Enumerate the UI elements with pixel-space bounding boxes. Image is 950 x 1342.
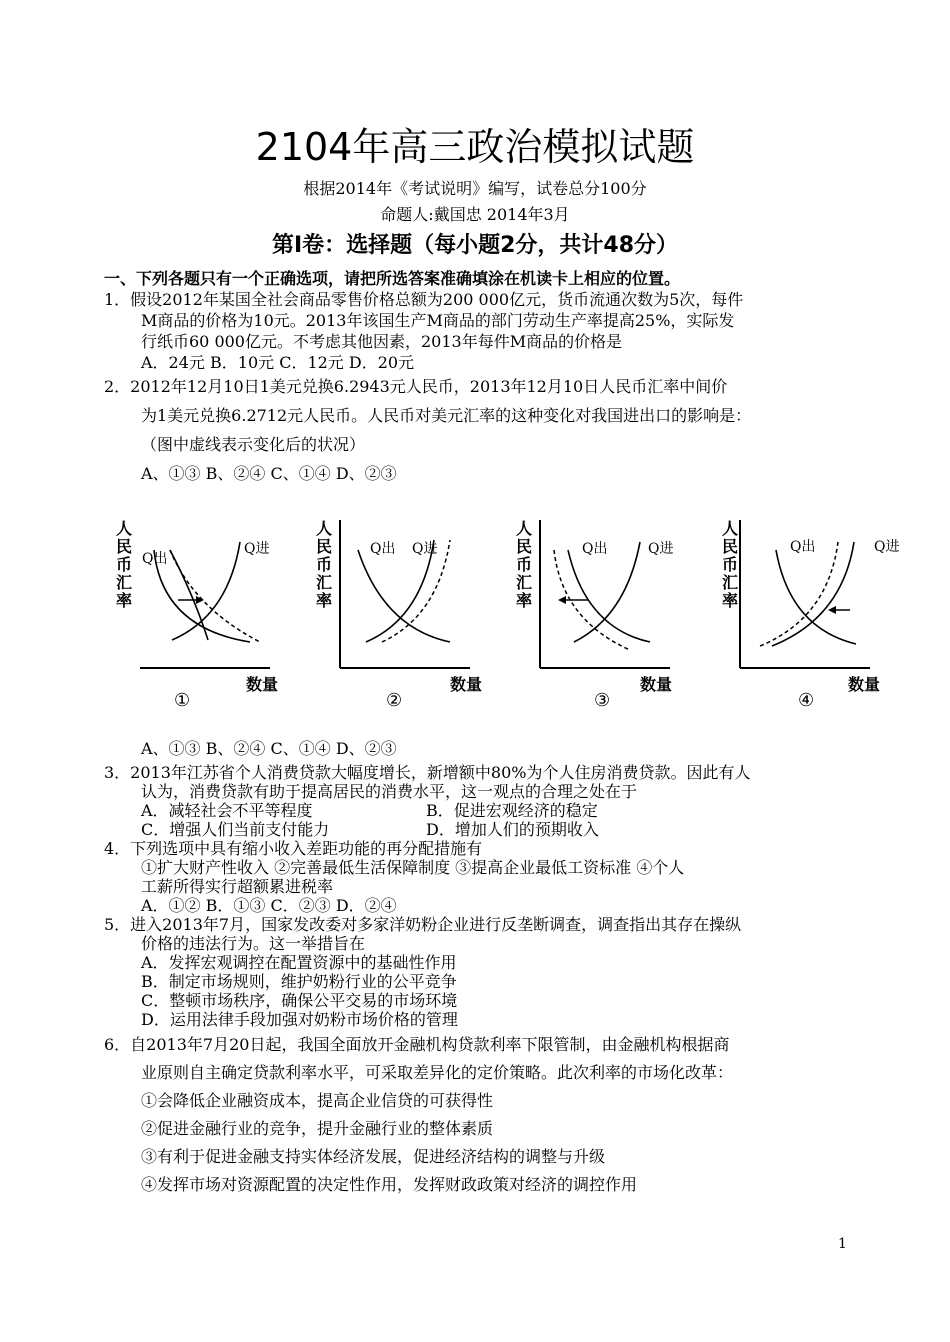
graph3-qout-label: Q出 [582, 541, 608, 557]
q3-option-b: B．促进宏观经济的稳定 [426, 801, 598, 820]
q3-option-a: A．减轻社会不平等程度 [141, 801, 313, 820]
q2-line2: 为1美元兑换6.2712元人民币。人民币对美元汇率的这种变化对我国进出口的影响是： [141, 406, 752, 425]
graph4-number: ④ [798, 690, 815, 711]
q5-option-b: B．制定市场规则，维护奶粉行业的公平竞争 [141, 972, 457, 991]
q1-line3: 行纸币60 000亿元。不考虑其他因素，2013年每件M商品的价格是 [141, 332, 623, 351]
graph3-qin-label: Q进 [648, 541, 674, 557]
graph2-ylabel: 人 民 币 汇 率 [316, 519, 333, 610]
graph4-qin-label: Q进 [874, 539, 900, 555]
graph3-ylabel: 人 民 币 汇 率 [516, 519, 533, 610]
q6-item2: ②促进金融行业的竞争，提升金融行业的整体素质 [141, 1119, 494, 1138]
graph2-qin-label: Q进 [412, 541, 438, 557]
graph1-qout-label: Q出 [142, 551, 168, 567]
graph2-xlabel: 数量 [450, 675, 483, 694]
graph-1 [110, 520, 310, 720]
graph2-number: ② [386, 690, 403, 711]
q6-line2: 业原则自主确定贷款利率水平，可采取差异化的定价策略。此次利率的市场化改革： [141, 1063, 734, 1082]
q1-line2: M商品的价格为10元。2013年该国生产M商品的部门劳动生产率提高25%，实际发 [141, 311, 735, 330]
graph3-xlabel: 数量 [640, 675, 673, 694]
graph1-number: ① [174, 690, 191, 711]
q5-option-c: C．整顿市场秩序，确保公平交易的市场环境 [141, 991, 458, 1010]
q5-option-d: D．运用法律手段加强对奶粉市场价格的管理 [141, 1010, 458, 1029]
graph1-ylabel: 人 民 币 汇 率 [116, 519, 133, 610]
q3-option-c: C．增强人们当前支付能力 [141, 820, 330, 839]
q2-line1: 2．2012年12月10日1美元兑换6.2943元人民币，2013年12月10日人民币汇率中间价 [104, 377, 728, 396]
q3-line1: 3．2013年江苏省个人消费贷款大幅度增长，新增额中80%为个人住房消费贷款。因此有人 [104, 763, 751, 782]
q3-option-d: D．增加人们的预期收入 [426, 820, 599, 839]
part-heading: 第Ⅰ卷：选择题（每小题2分，共计48分） [271, 233, 679, 258]
graph2-qout-label: Q出 [370, 541, 396, 557]
q6-line1: 6．自2013年7月20日起，我国全面放开金融机构贷款利率下限管制，由金融机构根据商 [104, 1035, 730, 1054]
q4-line2: ①扩大财产性收入 ②完善最低生活保障制度 ③提高企业最低工资标准 ④个人 [141, 858, 685, 877]
graph3-number: ③ [594, 690, 611, 711]
page-number: 1 [838, 1236, 847, 1252]
q4-line3: 工薪所得实行超额累进税率 [141, 877, 334, 896]
graph4-ylabel: 人 民 币 汇 率 [722, 519, 739, 610]
q5-line2: 价格的违法行为。这一举措旨在 [141, 934, 366, 953]
q3-line2: 认为，消费贷款有助于提高居民的消费水平，这一观点的合理之处在于 [141, 782, 638, 801]
graph4-xlabel: 数量 [848, 675, 881, 694]
graph1-qin-label: Q进 [244, 541, 270, 557]
q6-item3: ③有利于促进金融支持实体经济发展，促进经济结构的调整与升级 [141, 1147, 606, 1166]
section-instruction: 一、下列各题只有一个正确选项，请把所选答案准确填涂在机读卡上相应的位置。 [104, 269, 681, 288]
subtitle-exam-info: 根据2014年《考试说明》编写，试卷总分100分 [303, 179, 647, 198]
q6-item1: ①会降低企业融资成本，提高企业信贷的可获得性 [141, 1091, 494, 1110]
q5-option-a: A．发挥宏观调控在配置资源中的基础性作用 [141, 953, 457, 972]
q2-line3: （图中虚线表示变化后的状况） [141, 435, 366, 454]
graph4-qout-label: Q出 [790, 539, 816, 555]
subtitle-author: 命题人:戴国忠 2014年3月 [380, 205, 570, 224]
q5-line1: 5．进入2013年7月，国家发改委对多家洋奶粉企业进行反垄断调查，调查指出其存在操纵 [104, 915, 742, 934]
q6-item4: ④发挥市场对资源配置的决定性作用，发挥财政政策对经济的调控作用 [141, 1175, 638, 1194]
page-title: 2104年高三政治模拟试题 [255, 125, 695, 169]
q2-options-bottom: A、①③ B、②④ C、①④ D、②③ [141, 739, 397, 758]
q2-options-top: A、①③ B、②④ C、①④ D、②③ [141, 464, 397, 483]
graph1-xlabel: 数量 [246, 675, 279, 694]
q1-options: A．24元 B．10元 C．12元 D．20元 [141, 353, 415, 372]
q1-line1: 1．假设2012年某国全社会商品零售价格总额为200 000亿元，货币流通次数为5次，每件 [104, 290, 744, 309]
q4-line1: 4．下列选项中具有缩小收入差距功能的再分配措施有 [104, 839, 483, 858]
q4-options: A．①② B．①③ C．②③ D．②④ [141, 896, 397, 915]
